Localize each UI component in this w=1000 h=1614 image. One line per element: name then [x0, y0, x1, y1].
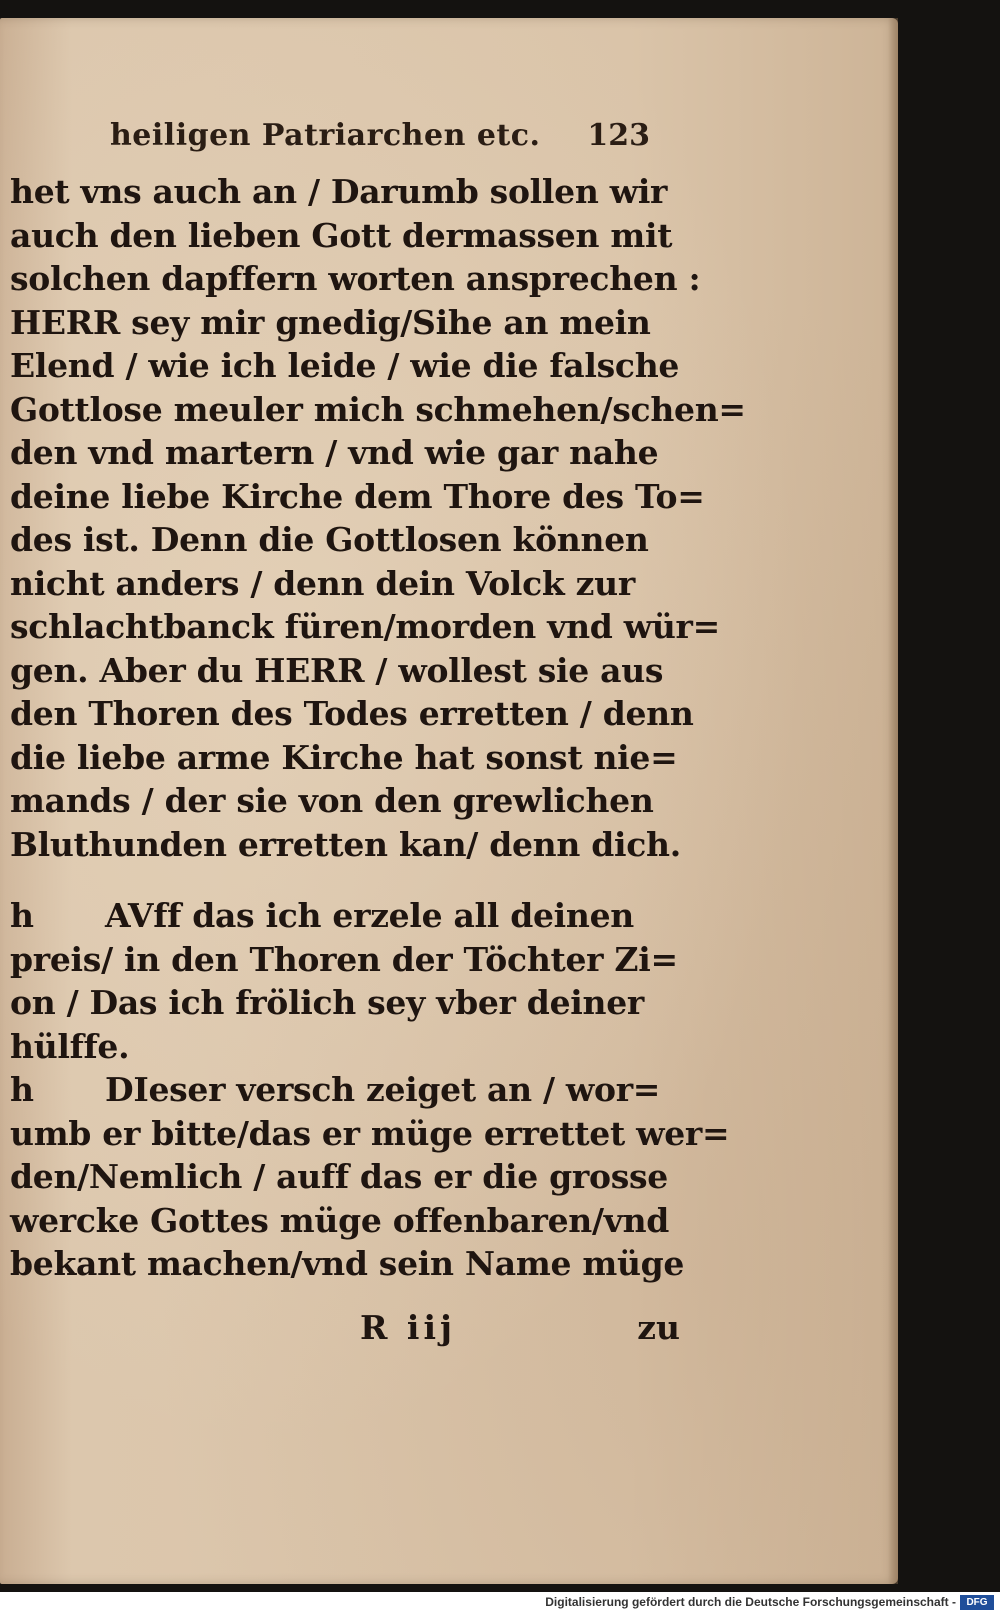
text-line: umb er bitte/das er müge errettet wer=	[10, 1113, 730, 1153]
text-line: auch den lieben Gott dermassen mit	[10, 215, 673, 255]
text-line: mands / der sie von den grewlichen	[10, 781, 654, 820]
book-page	[0, 18, 898, 1584]
text-line	[10, 1068, 660, 1112]
text-line: hülffe.	[10, 1026, 130, 1066]
verse-text: AVff das ich erzele all deinen	[105, 896, 634, 935]
running-head: heiligen Patriarchen etc.	[110, 118, 541, 153]
text-line: preis/ in den Thoren der Töchter Zi=	[10, 939, 678, 979]
dfg-logo[interactable]: DFG	[960, 1595, 994, 1610]
page-footer	[360, 1308, 680, 1354]
text-line: den/Nemlich / auff das er die grosse	[10, 1157, 668, 1196]
text-line: het vns auch an / Darumb sollen wir	[10, 172, 668, 211]
text-line: on / Das ich frölich sey vber deiner	[10, 983, 644, 1022]
signature-mark: R iij	[360, 1308, 456, 1347]
verse-paragraph	[10, 894, 678, 1068]
text-line: bekant machen/vnd sein Name müge	[10, 1244, 685, 1283]
text-line: nicht anders / denn dein Volck zur	[10, 563, 635, 603]
text-line: Bluthunden erretten kan/ denn dich.	[10, 824, 681, 864]
catchword: zu	[637, 1308, 680, 1347]
commentary-paragraph	[10, 1068, 730, 1286]
page-header	[110, 118, 650, 166]
text-line: wercke Gottes müge offenbaren/vnd	[10, 1200, 670, 1240]
credit-bar	[0, 1592, 1000, 1614]
commentary-marker: h	[10, 1070, 34, 1109]
text-line: schlachtbanck füren/morden vnd wür=	[10, 607, 720, 646]
text-line: deine liebe Kirche dem Thore des To=	[10, 476, 705, 516]
credit-text: Digitalisierung gefördert durch die Deutsche Forschungsgemeinschaft -	[545, 1595, 956, 1609]
text-line: solchen dapffern worten ansprechen :	[10, 259, 701, 298]
text-line: Elend / wie ich leide / wie die falsche	[10, 346, 680, 385]
text-line: HERR sey mir gnedig/Sihe an mein	[10, 302, 651, 342]
text-line: Gottlose meuler mich schmehen/schen=	[10, 389, 746, 429]
body-text	[10, 170, 746, 1286]
paragraph-gap	[10, 866, 660, 894]
text-line: den Thoren des Todes erretten / denn	[10, 694, 694, 733]
text-line: gen. Aber du HERR / wollest sie aus	[10, 650, 664, 690]
text-line: des ist. Denn die Gottlosen können	[10, 520, 649, 559]
page-edge-shadow	[888, 18, 898, 1584]
page-number: 123	[587, 118, 650, 153]
text-line	[10, 894, 660, 938]
verse-marker: h	[10, 896, 34, 935]
paragraph-prayer	[10, 170, 746, 866]
commentary-text: DIeser versch zeiget an / wor=	[105, 1070, 661, 1109]
text-line: den vnd martern / vnd wie gar nahe	[10, 433, 659, 472]
text-line: die liebe arme Kirche hat sonst nie=	[10, 737, 678, 777]
